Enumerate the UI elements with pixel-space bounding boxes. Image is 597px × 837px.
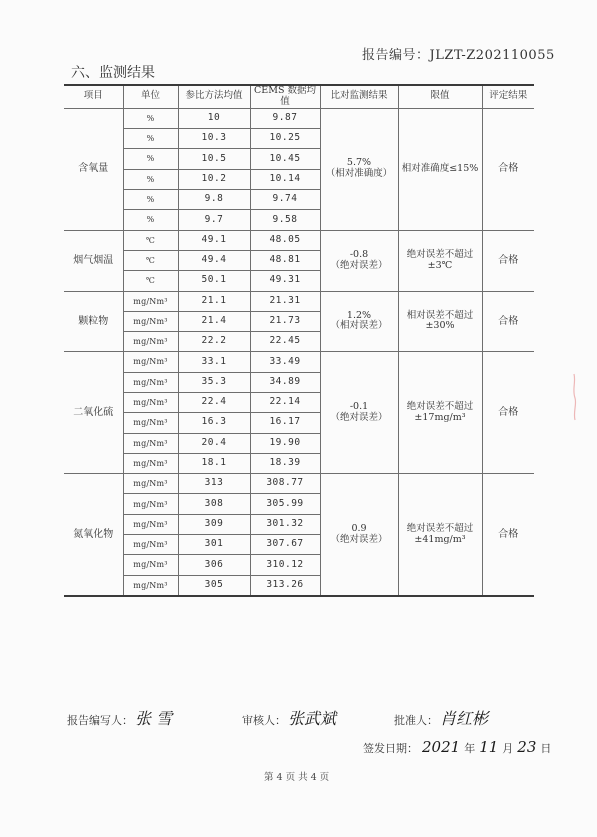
unit-cell: mg/Nm³: [123, 453, 178, 473]
reference-mean-cell: 306: [178, 555, 250, 575]
unit-cell: ℃: [123, 271, 178, 291]
reference-mean-cell: 9.8: [178, 190, 250, 210]
reference-mean-cell: 22.2: [178, 332, 250, 352]
unit-cell: %: [123, 190, 178, 210]
approver-handwritten-signature: 肖红彬: [440, 709, 489, 728]
month-suffix: 月: [502, 742, 514, 755]
unit-cell: mg/Nm³: [123, 433, 178, 453]
page-number: 第 4 页 共 4 页: [264, 772, 330, 783]
reference-mean-cell: 20.4: [178, 433, 250, 453]
writer-signature: [67, 706, 172, 729]
comparison-result-cell: [320, 108, 398, 230]
cems-mean-cell: 34.89: [250, 372, 320, 392]
comparison-result-line: 5.7%: [346, 157, 372, 169]
limit-line: ±30%: [425, 320, 455, 332]
evaluation-cell: 合格: [482, 291, 534, 352]
comparison-result-line: （相对误差）: [330, 320, 388, 332]
evaluation-cell: 合格: [482, 230, 534, 291]
unit-cell: mg/Nm³: [123, 514, 178, 534]
unit-cell: mg/Nm³: [123, 575, 178, 596]
limit-line: ±17mg/m³: [414, 411, 466, 423]
approver-signature: [394, 706, 488, 729]
comparison-result-line: 1.2%: [346, 309, 372, 321]
comparison-result-cell: [320, 352, 398, 474]
limit-cell: [398, 352, 482, 474]
comparison-result-line: （相对准确度）: [325, 168, 393, 180]
item-name-cell: 二氧化硫: [64, 352, 123, 474]
limit-line: 绝对误差不超过: [406, 522, 474, 534]
issue-year: 2021: [422, 738, 461, 756]
issue-day: 23: [517, 738, 537, 756]
table-row: [64, 108, 534, 128]
seal-edge-mark: [570, 372, 578, 422]
reference-mean-cell: 10.2: [178, 169, 250, 189]
reference-mean-cell: 9.7: [178, 210, 250, 230]
cems-mean-cell: 33.49: [250, 352, 320, 372]
reference-mean-cell: 10: [178, 108, 250, 128]
comparison-result-cell: [320, 474, 398, 596]
unit-cell: ℃: [123, 230, 178, 250]
cems-mean-cell: 48.81: [250, 250, 320, 270]
approver-label: 批准人：: [394, 714, 438, 727]
cems-mean-cell: 22.14: [250, 393, 320, 413]
reviewer-label: 审核人：: [242, 714, 286, 727]
cems-mean-cell: 308.77: [250, 474, 320, 494]
issue-date-label: 签发日期：: [363, 742, 418, 755]
column-header: CEMS 数据均值: [250, 85, 320, 108]
reference-mean-cell: 313: [178, 474, 250, 494]
column-header: 比对监测结果: [320, 85, 398, 108]
reference-mean-cell: 50.1: [178, 271, 250, 291]
monitoring-results-table: [64, 84, 534, 597]
evaluation-cell: 合格: [482, 474, 534, 596]
unit-cell: %: [123, 169, 178, 189]
unit-cell: mg/Nm³: [123, 413, 178, 433]
reference-mean-cell: 22.4: [178, 393, 250, 413]
limit-cell: [398, 230, 482, 291]
comparison-result-cell: [320, 230, 398, 291]
unit-cell: mg/Nm³: [123, 352, 178, 372]
reference-mean-cell: 16.3: [178, 413, 250, 433]
cems-mean-cell: 18.39: [250, 453, 320, 473]
reference-mean-cell: 10.5: [178, 149, 250, 169]
unit-cell: mg/Nm³: [123, 291, 178, 311]
unit-cell: mg/Nm³: [123, 372, 178, 392]
item-name-cell: 颗粒物: [64, 291, 123, 352]
comparison-result-line: （绝对误差）: [330, 411, 388, 423]
limit-line: 相对准确度≤15%: [401, 162, 479, 174]
column-header: 单位: [123, 85, 178, 108]
limit-line: 绝对误差不超过: [406, 400, 474, 412]
unit-cell: %: [123, 108, 178, 128]
reference-mean-cell: 10.3: [178, 129, 250, 149]
reference-mean-cell: 21.4: [178, 311, 250, 331]
reference-mean-cell: 49.1: [178, 230, 250, 250]
comparison-result-line: -0.1: [349, 400, 369, 412]
cems-mean-cell: 301.32: [250, 514, 320, 534]
cems-mean-cell: 10.14: [250, 169, 320, 189]
cems-mean-cell: 22.45: [250, 332, 320, 352]
cems-mean-cell: 307.67: [250, 535, 320, 555]
column-header: 限值: [398, 85, 482, 108]
cems-mean-cell: 10.25: [250, 129, 320, 149]
evaluation-cell: 合格: [482, 352, 534, 474]
table-row: [64, 291, 534, 311]
cems-mean-cell: 16.17: [250, 413, 320, 433]
table-row: [64, 230, 534, 250]
reference-mean-cell: 35.3: [178, 372, 250, 392]
cems-mean-cell: 21.73: [250, 311, 320, 331]
limit-cell: [398, 108, 482, 230]
cems-mean-cell: 9.87: [250, 108, 320, 128]
table-row: [64, 352, 534, 372]
item-name-cell: 烟气烟温: [64, 230, 123, 291]
unit-cell: mg/Nm³: [123, 555, 178, 575]
cems-mean-cell: 49.31: [250, 271, 320, 291]
reference-mean-cell: 21.1: [178, 291, 250, 311]
unit-cell: mg/Nm³: [123, 474, 178, 494]
limit-line: 绝对误差不超过: [406, 248, 474, 260]
unit-cell: mg/Nm³: [123, 332, 178, 352]
cems-mean-cell: 9.74: [250, 190, 320, 210]
reviewer-handwritten-signature: 张武斌: [288, 709, 337, 728]
limit-line: ±3℃: [427, 259, 453, 271]
section-title: 六、监测结果: [71, 65, 155, 81]
unit-cell: %: [123, 149, 178, 169]
reference-mean-cell: 309: [178, 514, 250, 534]
unit-cell: %: [123, 129, 178, 149]
cems-mean-cell: 9.58: [250, 210, 320, 230]
reference-mean-cell: 305: [178, 575, 250, 596]
reference-mean-cell: 18.1: [178, 453, 250, 473]
unit-cell: mg/Nm³: [123, 311, 178, 331]
reference-mean-cell: 33.1: [178, 352, 250, 372]
limit-cell: [398, 291, 482, 352]
comparison-result-cell: [320, 291, 398, 352]
table-row: [64, 474, 534, 494]
writer-handwritten-signature: 张 雪: [135, 709, 173, 728]
item-name-cell: 含氧量: [64, 108, 123, 230]
day-suffix: 日: [540, 742, 552, 755]
unit-cell: mg/Nm³: [123, 393, 178, 413]
cems-mean-cell: 313.26: [250, 575, 320, 596]
table-header-row: [64, 85, 534, 108]
limit-line: 相对误差不超过: [406, 309, 474, 321]
cems-mean-cell: 21.31: [250, 291, 320, 311]
evaluation-cell: 合格: [482, 108, 534, 230]
item-name-cell: 氮氧化物: [64, 474, 123, 596]
cems-mean-cell: 310.12: [250, 555, 320, 575]
limit-cell: [398, 474, 482, 596]
cems-mean-cell: 10.45: [250, 149, 320, 169]
unit-cell: ℃: [123, 250, 178, 270]
writer-label: 报告编写人：: [67, 714, 133, 727]
reference-mean-cell: 308: [178, 494, 250, 514]
column-header: 评定结果: [482, 85, 534, 108]
column-header: 项目: [64, 85, 123, 108]
comparison-result-line: -0.8: [349, 248, 369, 260]
issue-date: [363, 738, 551, 756]
reference-mean-cell: 301: [178, 535, 250, 555]
cems-mean-cell: 19.90: [250, 433, 320, 453]
limit-line: ±41mg/m³: [414, 533, 466, 545]
issue-month: 11: [479, 738, 499, 756]
column-header: 参比方法均值: [178, 85, 250, 108]
cems-mean-cell: 48.05: [250, 230, 320, 250]
cems-mean-cell: 305.99: [250, 494, 320, 514]
report-number: 报告编号：JLZT-Z202110055: [362, 48, 555, 63]
year-suffix: 年: [464, 742, 476, 755]
unit-cell: mg/Nm³: [123, 494, 178, 514]
table-body: [64, 108, 534, 596]
unit-cell: mg/Nm³: [123, 535, 178, 555]
reference-mean-cell: 49.4: [178, 250, 250, 270]
comparison-result-line: 0.9: [351, 522, 367, 534]
comparison-result-line: （绝对误差）: [330, 533, 388, 545]
comparison-result-line: （绝对误差）: [330, 259, 388, 271]
reviewer-signature: [242, 706, 336, 729]
unit-cell: %: [123, 210, 178, 230]
